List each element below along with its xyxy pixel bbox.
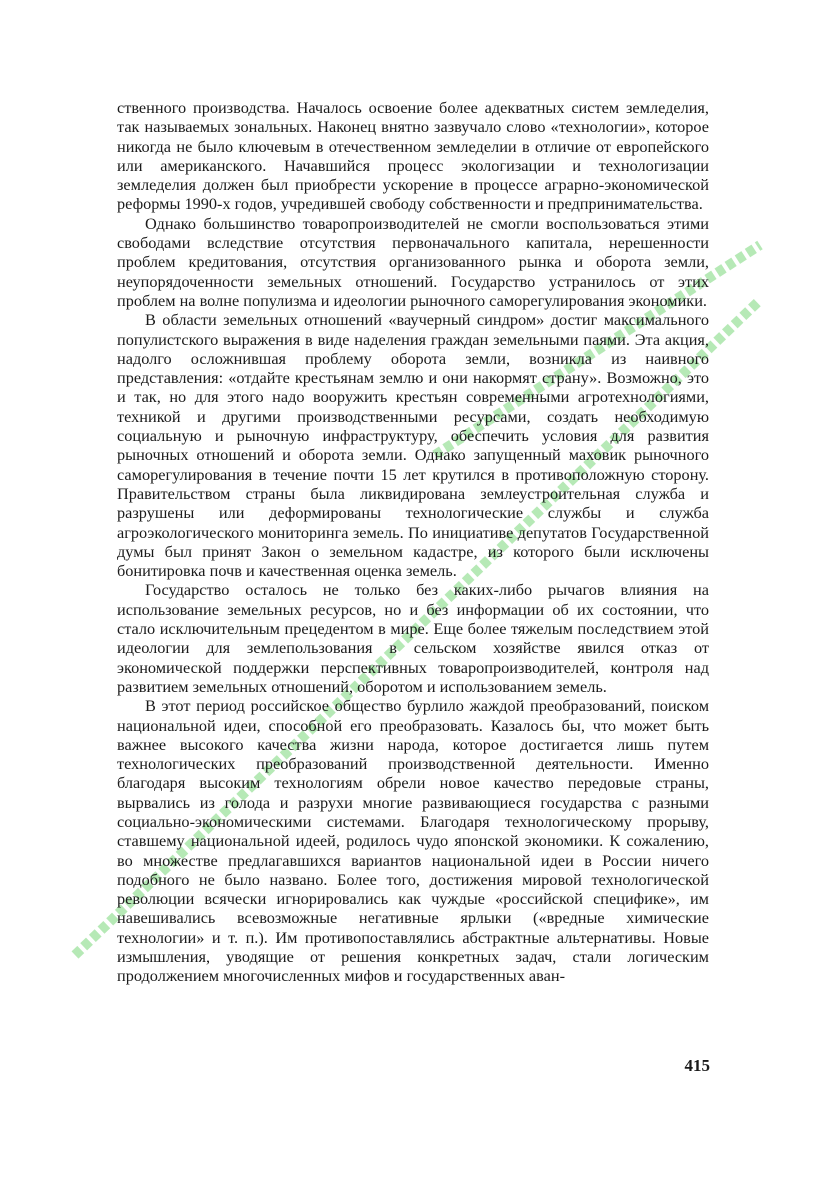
paragraph-2: Однако большинство товаропроизводителей не смогли воспользоваться этими свободами вследствие отсутствия первоначального капитала, нерешенности проблем кредитования, отсутствия организованного рынка и оборота земли, неупорядоченности земельных отношений. Государство устранилось от этих проблем на волне популизма и идеологии рыночного саморегулирования экономики.	[117, 213, 709, 310]
body-text	[117, 98, 709, 986]
paragraph-3: В области земельных отношений «ваучерный синдром» достиг максимального популистского выражения в виде наделения граждан земельными паями. Эта акция, надолго осложнившая проблему оборота земли, возникла из наивного представления: «отдайте крестьянам землю и они накормят страну». Возможно, это и так, но для этого надо вооружить крестьян современными агротехнологиями, техникой и другими производственными ресурсами, создать необходимую социальную и рыночную инфраструктуру, обеспечить условия для развития рыночных отношений и оборота земли. Однако запущенный маховик рыночного саморегулирования в течение почти 15 лет крутился в противоположную сторону. Правительством страны была ликвидирована землеустроительная служба и разрушены или деформированы технологические службы и служба агроэкологического мониторинга земель. По инициативе депутатов Государственной думы был принят Закон о земельном кадастре, из которого были исключены бонитировка почв и качественная оценка земель.	[117, 310, 709, 581]
page-number: 415	[684, 1056, 710, 1075]
paragraph-5: В этот период российское общество бурлило жаждой преобразований, поиском национальной идеи, способной его преобразовать. Казалось бы, что может быть важнее высокого качества жизни народа, которое достигается лишь путем технологических преобразований производственной деятельности. Именно благодаря высоким технологиям обрели новое качество передовые страны, вырвались из голода и разрухи многие развивающиеся государства с разными социально-экономическими системами. Благодаря технологическому прорыву, ставшему национальной идеей, родилось чудо японской экономики. К сожалению, во множестве предлагавшихся вариантов национальной идеи в России ничего подобного не было названо. Более того, достижения мировой технологической революции всячески игнорировались как чуждые «российской специфике», им навешивались всевозможные негативные ярлыки («вредные химические технологии» и т. п.). Им противопоставлялись абстрактные альтернативы. Новые измышления, уводящие от решения конкретных задач, стали логическим продолжением многочисленных мифов и государственных аван-	[117, 696, 709, 986]
paragraph-4: Государство осталось не только без каких-либо рычагов влияния на использование земельных ресурсов, но и без информации об их состоянии, что стало исключительным прецедентом в мире. Еще более тяжелым последствием этой идеологии для землепользования в сельском хозяйстве явился отказ от экономической поддержки перспективных товаропроизводителей, контроля над развитием земельных отношений, оборотом и использованием земель.	[117, 580, 709, 696]
paragraph-1: ственного производства. Началось освоение более адекватных систем земледелия, так называемых зональных. Наконец внятно зазвучало слово «технологии», которое никогда не было ключевым в отечественном земледелии в отличие от европейского или американского. Начавшийся процесс экологизации и технологизации земледелия должен был приобрести ускорение в процессе аграрно-экономической реформы 1990-х годов, учредившей свободу собственности и предпринимательства.	[117, 98, 709, 214]
